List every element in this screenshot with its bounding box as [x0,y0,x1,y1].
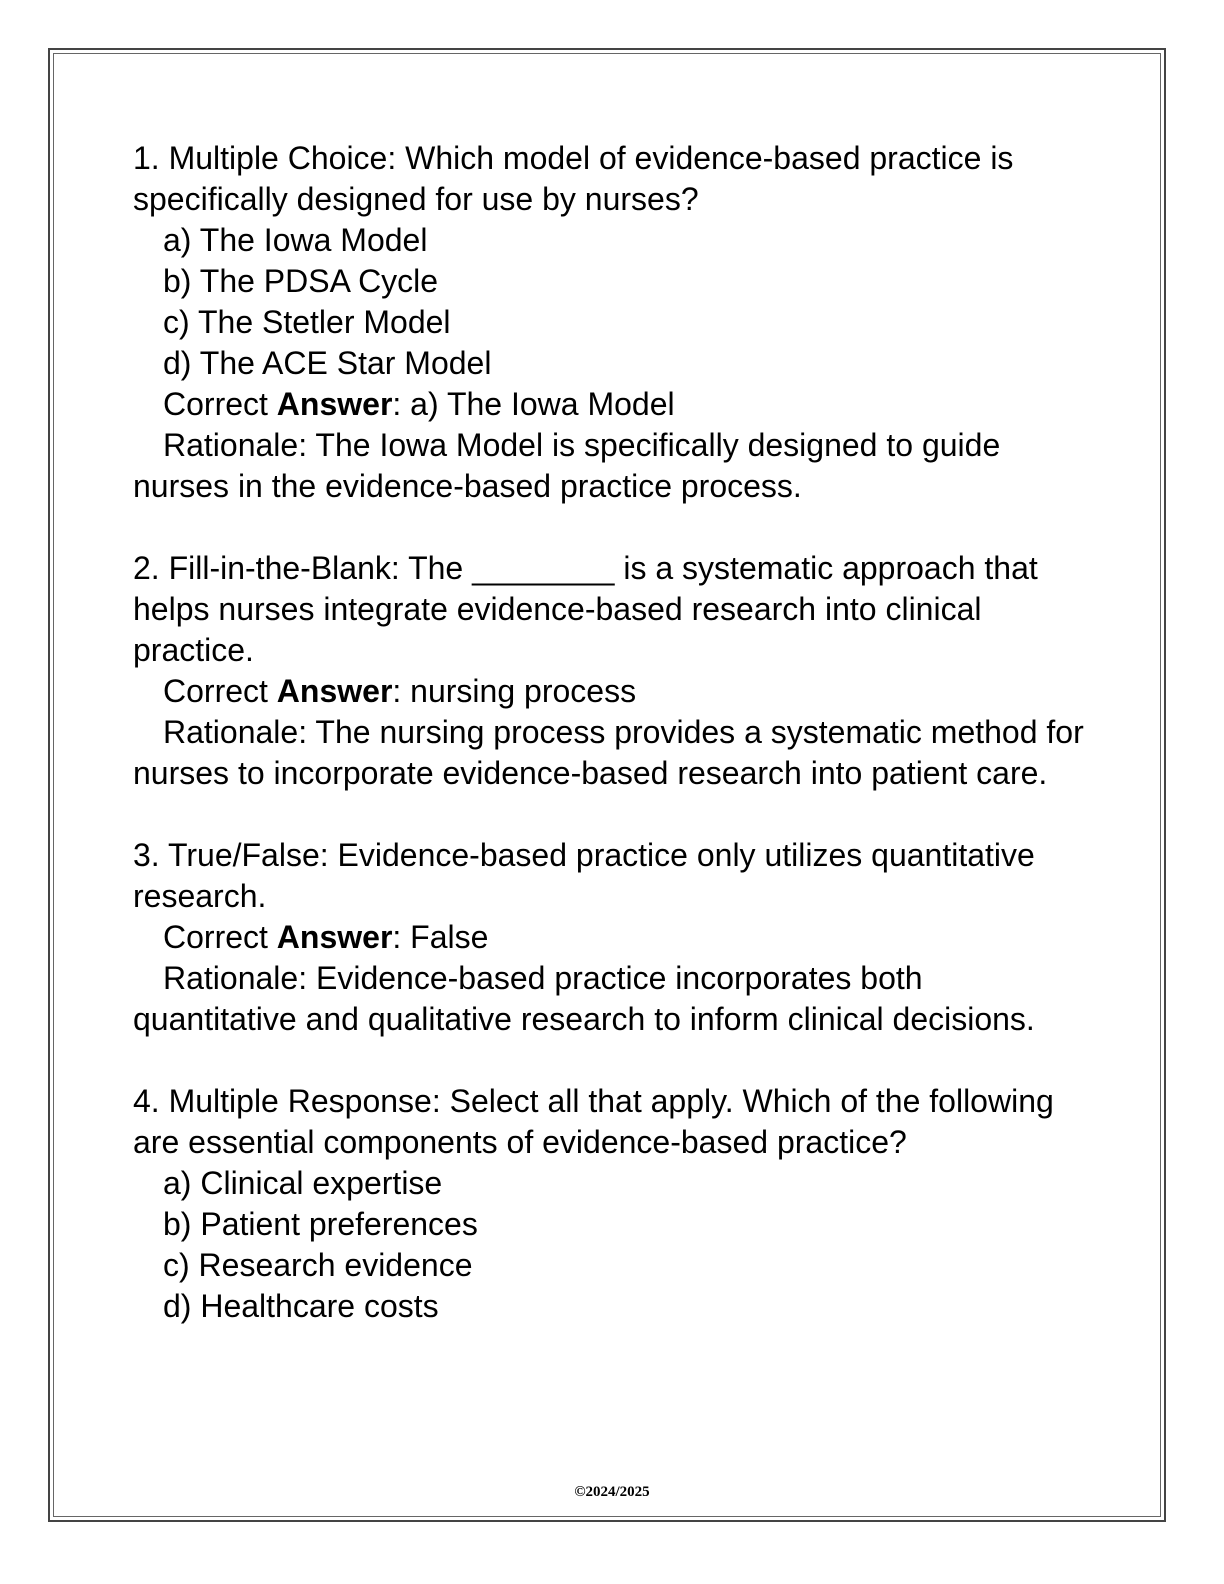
correct-answer [133,384,1093,425]
option-b: b) The PDSA Cycle [163,263,439,299]
rationale: Rationale: Evidence-based practice incorporates both quantitative and qualitative research to inform clinical decisions. [133,960,1035,1037]
answer-prefix: Correct [163,673,277,709]
correct-answer [133,917,1093,958]
option-d: d) The ACE Star Model [163,345,492,381]
option-a: a) The Iowa Model [163,222,428,258]
answer-value: : nursing process [392,673,637,709]
copyright-footer: ©2024/2025 [574,1484,650,1500]
question-1 [133,138,1093,507]
question-3 [133,835,1093,1040]
answer-label: Answer [276,919,393,955]
question-2 [133,548,1093,794]
question-stem: 2. Fill-in-the-Blank: The ________ is a systematic approach that helps nurses integrate evidence-based research into clinical practice. [133,550,1047,668]
question-4 [133,1081,1093,1327]
option-c: c) Research evidence [163,1247,473,1283]
answer-label: Answer [276,673,393,709]
document-body [133,138,1093,1368]
option-b: b) Patient preferences [163,1206,478,1242]
question-stem: 4. Multiple Response: Select all that apply. Which of the following are essential components of evidence-based practice? [133,1083,1063,1160]
answer-prefix: Correct [163,919,277,955]
question-stem: 3. True/False: Evidence-based practice only utilizes quantitative research. [133,837,1044,914]
rationale: Rationale: The Iowa Model is specifically designed to guide nurses in the evidence-based practice process. [133,427,1010,504]
correct-answer [133,671,1093,712]
answer-prefix: Correct [163,386,277,422]
answer-value: : False [392,919,489,955]
answer-label: Answer [276,386,393,422]
rationale: Rationale: The nursing process provides a systematic method for nurses to incorporate evidence-based research into patient care. [133,714,1093,791]
option-d: d) Healthcare costs [163,1288,439,1324]
answer-value: : a) The Iowa Model [392,386,675,422]
question-stem: 1. Multiple Choice: Which model of evidence-based practice is specifically designed for use by nurses? [133,140,1023,217]
option-c: c) The Stetler Model [163,304,451,340]
option-a: a) Clinical expertise [163,1165,443,1201]
